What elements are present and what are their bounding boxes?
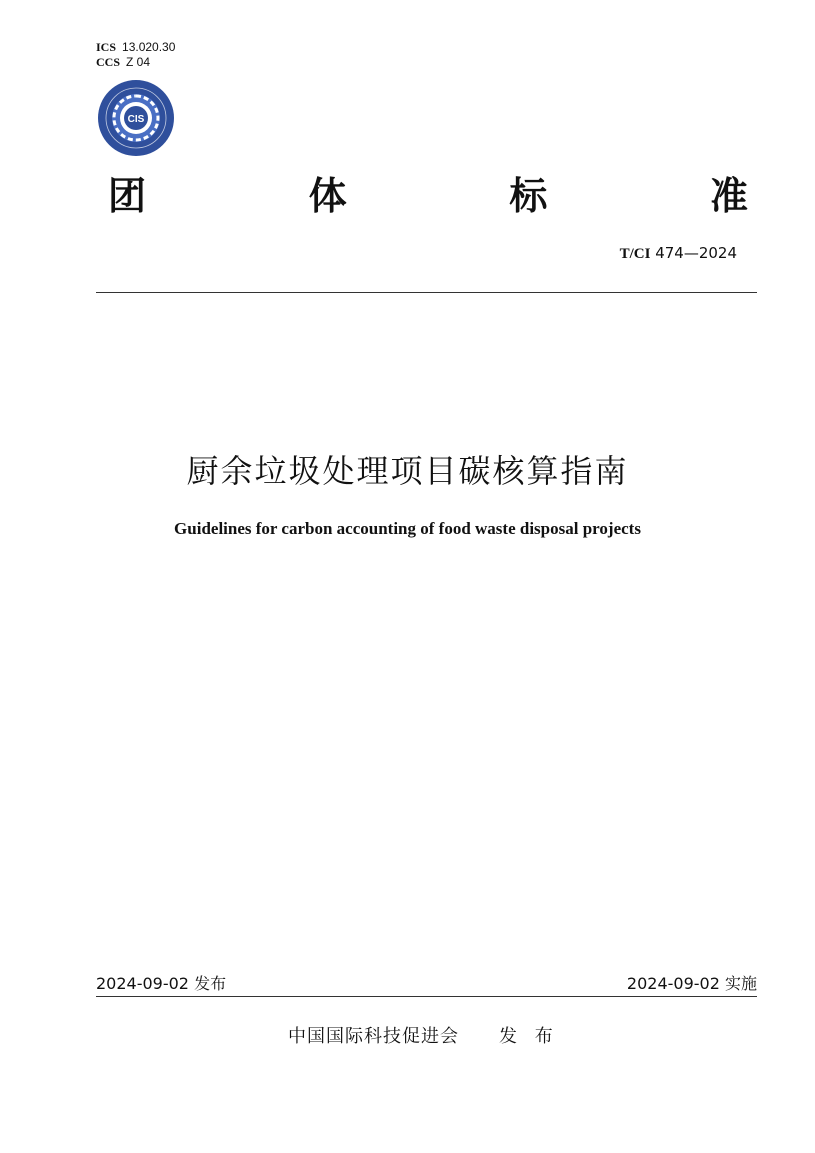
title-english: Guidelines for carbon accounting of food waste disposal projects — [174, 519, 641, 538]
standard-code: 474—2024 — [655, 244, 737, 262]
band-char: 体 — [308, 174, 347, 218]
ics-label: ICS — [96, 40, 117, 54]
band-char: 团 — [108, 174, 147, 218]
implement-date: 2024-09-02 实施 — [626, 974, 757, 993]
top-divider — [96, 292, 757, 293]
logo-text: CIS — [127, 114, 145, 125]
ics-value: 13.020.30 — [122, 40, 176, 54]
issuer-name: 中国国际科技促进会 — [288, 1026, 459, 1047]
document-type-band — [108, 165, 748, 218]
issuer-action: 发 布 — [499, 1026, 559, 1047]
title-chinese: 厨余垃圾处理项目碳核算指南 — [186, 452, 629, 490]
issuer — [288, 1022, 559, 1048]
standard-number — [620, 244, 737, 263]
band-char: 标 — [509, 174, 548, 218]
band-char: 准 — [709, 174, 748, 218]
ccs-line — [96, 55, 175, 70]
bottom-divider — [96, 996, 757, 997]
publish-date: 2024-09-02 发布 — [96, 974, 227, 993]
ics-line — [96, 40, 175, 55]
standard-prefix: T/CI — [619, 246, 651, 262]
organization-logo — [96, 78, 176, 158]
ccs-value: Z 04 — [126, 55, 151, 69]
ccs-label: CCS — [96, 55, 121, 69]
classification-codes — [96, 40, 175, 70]
